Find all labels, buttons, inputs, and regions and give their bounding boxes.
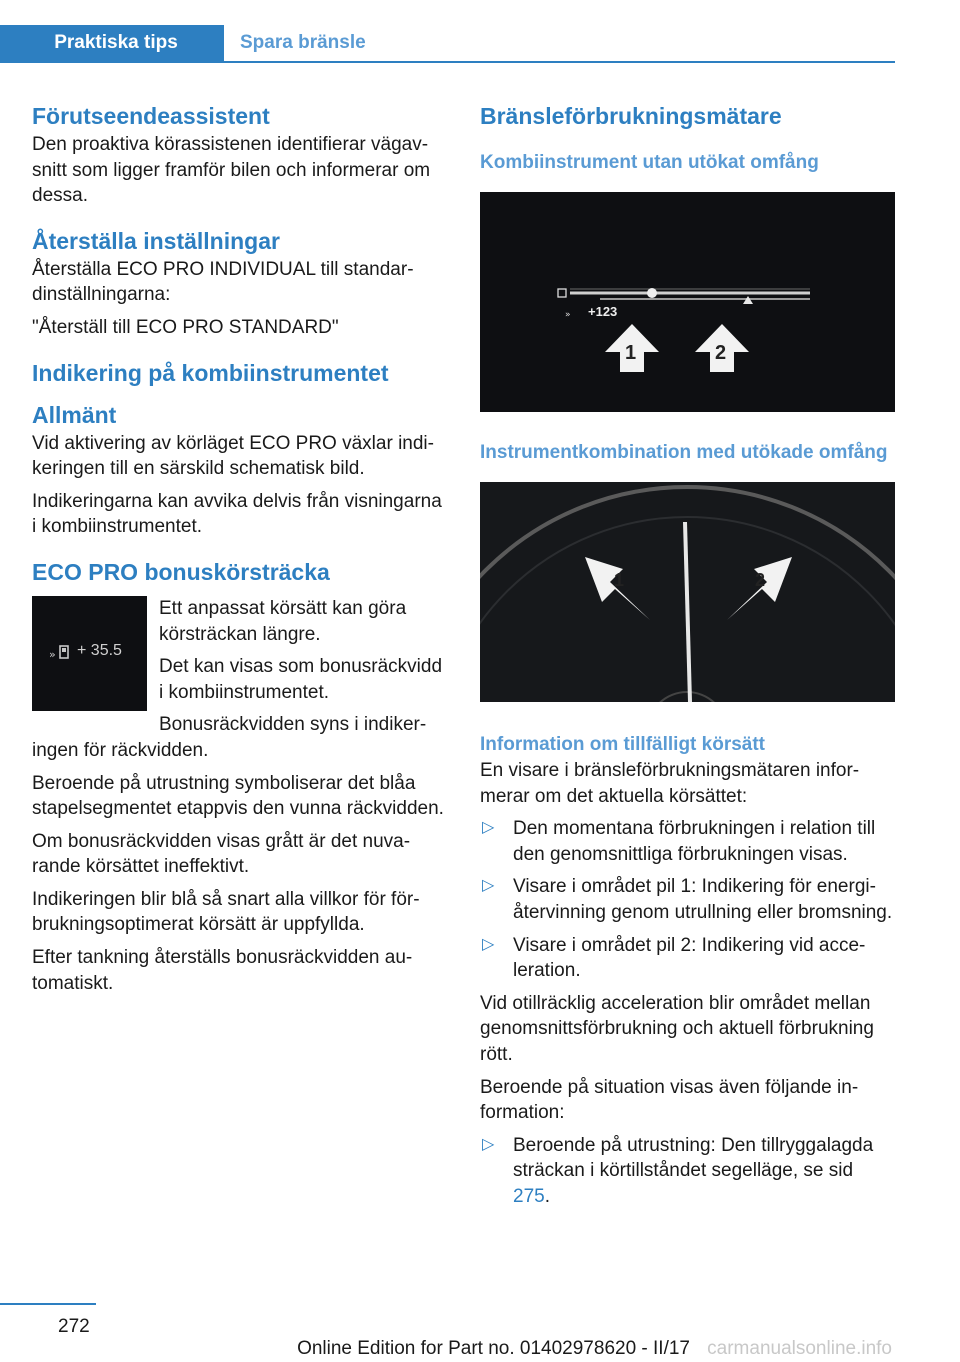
footer-divider	[0, 1303, 96, 1305]
svg-text:»: »	[49, 647, 56, 661]
text-otillracklig: Vid otillräcklig acceleration blir området mellan genomsnittsförbrukning och aktuell förbrukning rött.	[480, 992, 874, 1065]
text-aterstalla-1: Återställa ECO PRO INDIVIDUAL till standardinställningarna:	[32, 258, 414, 306]
heading-eco-pro-bonus: ECO PRO bonuskörsträcka	[32, 558, 330, 585]
page-number: 272	[58, 1316, 90, 1337]
heading-indikering: Indikering på kombiinstrumentet	[32, 359, 389, 386]
text-allmant-1: Vid aktivering av körläget ECO PRO växlar indikeringen till en särskild schematisk bild.	[32, 432, 434, 480]
arrow-2-label-ext: 2	[755, 570, 766, 590]
page-link[interactable]: 275	[513, 1185, 545, 1207]
list-item: ▷ Beroende på utrustning: Den tillryggalagda sträckan i körtillståndet segelläge, se sid 275.	[480, 1133, 895, 1210]
triangle-bullet-icon: ▷	[482, 935, 495, 953]
text-info: En visare i bränsleförbrukningsmätaren informerar om det aktuella körsättet:	[480, 760, 860, 807]
triangle-bullet-icon: ▷	[482, 819, 495, 837]
list-item: ▷ Visare i området pil 1: Indikering för energiåtervinning genom utrullning eller bromsning.	[480, 874, 895, 925]
arrow-1-label-ext: 1	[614, 570, 625, 590]
text-bonus-2: Det kan visas som bonusräckvidd i kombiinstrumentet.	[159, 656, 443, 703]
page-header	[0, 25, 895, 63]
heading-allmant: Allmänt	[32, 401, 117, 428]
heading-information: Information om tillfälligt körsätt	[480, 734, 766, 755]
arrow-1-label: 1	[625, 342, 637, 364]
text-beroende: Beroende på situation visas även följande information:	[480, 1076, 859, 1124]
watermark: carmanualsonline.info	[707, 1338, 892, 1359]
triangle-bullet-icon: ▷	[482, 1135, 495, 1153]
gauge-image-extended	[480, 482, 895, 702]
text-bonus-5: Om bonusräckvidden visas grått är det nuvarande körsättet ineffektivt.	[32, 830, 411, 878]
gauge-image-basic	[480, 192, 895, 412]
left-column	[32, 100, 447, 1003]
svg-text:»: »	[565, 310, 571, 320]
tab-praktiska-tips[interactable]: Praktiska tips	[0, 25, 224, 61]
gauge-value-label: +123	[588, 304, 618, 319]
text-bonus-7: Efter tankning återställs bonusräckvidden automatiskt.	[32, 947, 413, 994]
text-bonus-3: Bonusräckvidden syns i indikeringen för räckvidden.	[32, 714, 427, 761]
text-bonus-6: Indikeringen blir blå så snart alla villkor för förbrukningsoptimerat körsätt är uppfyllda.	[32, 888, 420, 936]
heading-med-utokade: Instrumentkombination med utökade omfång	[480, 442, 888, 463]
heading-utan-utokat: Kombiinstrument utan utökat omfång	[480, 152, 819, 173]
bonus-range-display-image	[32, 596, 147, 711]
heading-bransleforbrukningsmatare: Bränsleförbrukningsmätare	[480, 103, 782, 129]
tab-spara-bransle[interactable]: Spara bränsle	[240, 32, 366, 53]
text-bonus-4: Beroende på utrustning symboliserar det blåa stapelsegmentet etappvis den vunna räckvidden.	[32, 772, 444, 820]
edition-text: Online Edition for Part no. 01402978620 - II/17	[297, 1338, 690, 1359]
list-item: ▷ Visare i området pil 2: Indikering vid acceleration.	[480, 933, 895, 984]
heading-aterstalla: Återställa inställningar	[32, 227, 280, 254]
triangle-bullet-icon: ▷	[482, 877, 495, 895]
text-bonus-1: Ett anpassat körsätt kan göra körsträckan längre.	[159, 597, 407, 645]
list-item: ▷ Den momentana förbrukningen i relation till den genomsnittliga förbrukningen visas.	[480, 816, 895, 867]
bonus-value-label: + 35.5	[77, 641, 122, 659]
arrow-2-label: 2	[715, 342, 727, 364]
right-column	[480, 100, 895, 1217]
text-allmant-2: Indikeringarna kan avvika delvis från visningarna i kombiinstrumentet.	[32, 490, 442, 538]
text-aterstalla-2: "Återställ till ECO PRO STANDARD"	[32, 316, 339, 338]
heading-forutseendeassistent: Förutseendeassistent	[32, 103, 270, 129]
text-forutseende: Den proaktiva körassistenen identifierar vägavsnitt som ligger framför bilen och informerar om dessa.	[32, 134, 431, 207]
